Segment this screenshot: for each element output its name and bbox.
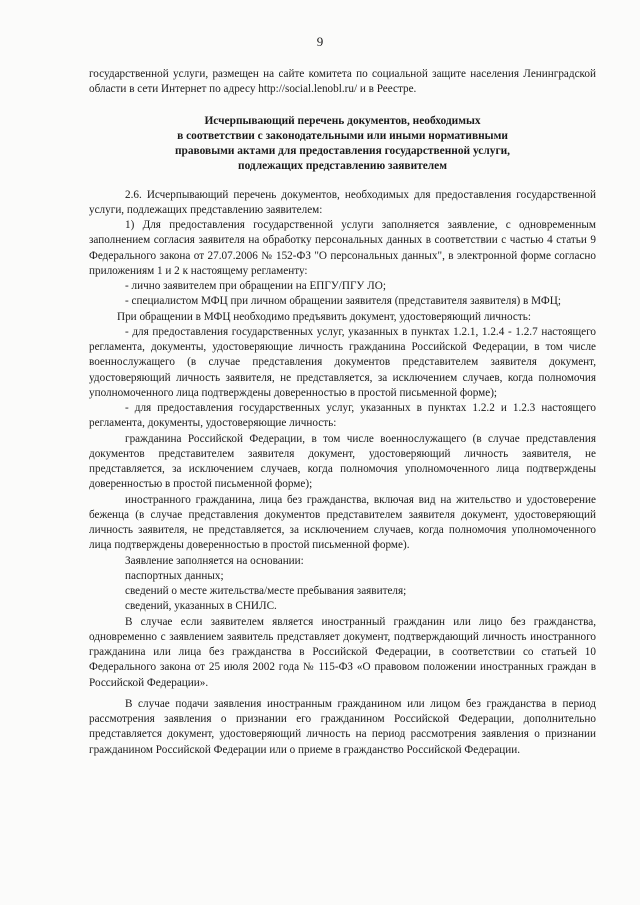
paragraph-2-6: 2.6. Исчерпывающий перечень документов, необходимых для предоставления государственной услуги, подлежащих представлению заявителем: bbox=[89, 188, 596, 216]
list-item-services-2: - для предоставления государственных услуг, указанных в пунктах 1.2.2 и 1.2.3 настоящего регламента, документы, удостоверяющие личность: bbox=[89, 402, 596, 430]
basis-item-passport: паспортных данных; bbox=[125, 569, 224, 582]
intro-paragraph: государственной услуги, размещен на сайте комитета по социальной защите населения Ленинградской области в сети Интернет по адресу http://social.lenobl.ru/ и в Реестре. bbox=[89, 68, 596, 96]
paragraph-foreigner: иностранного гражданина, лица без гражданства, включая вид на жительство и удостоверение беженца (в случае представления документов представителем заявителя документ, удостоверяющий личность заявителя, не представляется, за исключением случаев, когда полномочия уполномоченного лица подтверждены доверенностью в простой письменной форме). bbox=[89, 493, 596, 552]
heading-line: правовыми актами для предоставления государственной услуги, bbox=[174, 144, 511, 157]
heading-line: Исчерпывающий перечень документов, необходимых bbox=[204, 114, 481, 127]
heading-line: подлежащих представлению заявителем bbox=[238, 159, 447, 172]
page-number: 9 bbox=[316, 34, 324, 49]
paragraph-foreign-citizen: В случае если заявителем является иностранный гражданин или лицо без гражданства, одновременно с заявлением заявитель представляет документ, подтверждающий личность иностранного гражданина или лица без гражданства в Российской Федерации, в соответствии со статьей 10 Федерального закона от 25 июля 2002 года № 115-ФЗ «О правовом положении иностранных граждан в Российской Федерации». bbox=[89, 615, 596, 689]
paragraph-item-1: 1) Для предоставления государственной услуги заполняется заявление, с одновременным заполнением согласия заявителя на обработку персональных данных в соответствии с частью 4 статьи 9 Федерального закона от 27.07.2006 № 152-ФЗ "О персональных данных", в электронной форме согласно приложениям 1 и 2 к настоящему регламенту: bbox=[89, 219, 596, 277]
heading-line: в соответствии с законодательными или иными нормативными bbox=[177, 129, 508, 142]
basis-item-residence: сведений о месте жительства/месте пребывания заявителя; bbox=[125, 585, 407, 597]
paragraph-citizen: гражданина Российской Федерации, в том числе военнослужащего (в случае представления документов представителем заявителя документ, удостоверяющий личность заявителя, не представляется, за исключением случаев, когда полномочия уполномоченного лица подтверждены доверенностью в простой письменной форме); bbox=[89, 432, 596, 491]
list-item-epgu: - лично заявителем при обращении на ЕПГУ/ПГУ ЛО; bbox=[125, 280, 386, 292]
paragraph-citizenship-application: В случае подачи заявления иностранным гражданином или лицом без гражданства в период рассмотрения заявления о признании его гражданином Российской Федерации, дополнительно представляется документ, удостоверяющий личность на период рассмотрения заявления о признании гражданином Российской Федерации или о приеме в гражданство Российской Федерации. bbox=[89, 697, 596, 756]
document-body bbox=[89, 67, 596, 758]
section-heading bbox=[89, 114, 596, 174]
paragraph-mfc-identity: При обращении в МФЦ необходимо предъявить документ, удостоверяющий личность: bbox=[117, 310, 531, 323]
basis-item-snils: сведений, указанных в СНИЛС. bbox=[125, 600, 277, 613]
list-item-mfc: - специалистом МФЦ при личном обращении заявителя (представителя заявителя) в МФЦ; bbox=[125, 295, 561, 308]
list-item-services-1: - для предоставления государственных услуг, указанных в пунктах 1.2.1, 1.2.4 - 1.2.7 настоящего регламента, документы, удостоверяющие личность гражданина Российской Федерации, в том числе военнослужащего (в случае представления документов представителем заявителя документ, удостоверяющий личность заявителя, не представляется, за исключением случаев, когда полномочия уполномоченного лица подтверждены доверенностью в простой письменной форме); bbox=[89, 325, 596, 399]
paragraph-basis: Заявление заполняется на основании: bbox=[125, 554, 304, 567]
